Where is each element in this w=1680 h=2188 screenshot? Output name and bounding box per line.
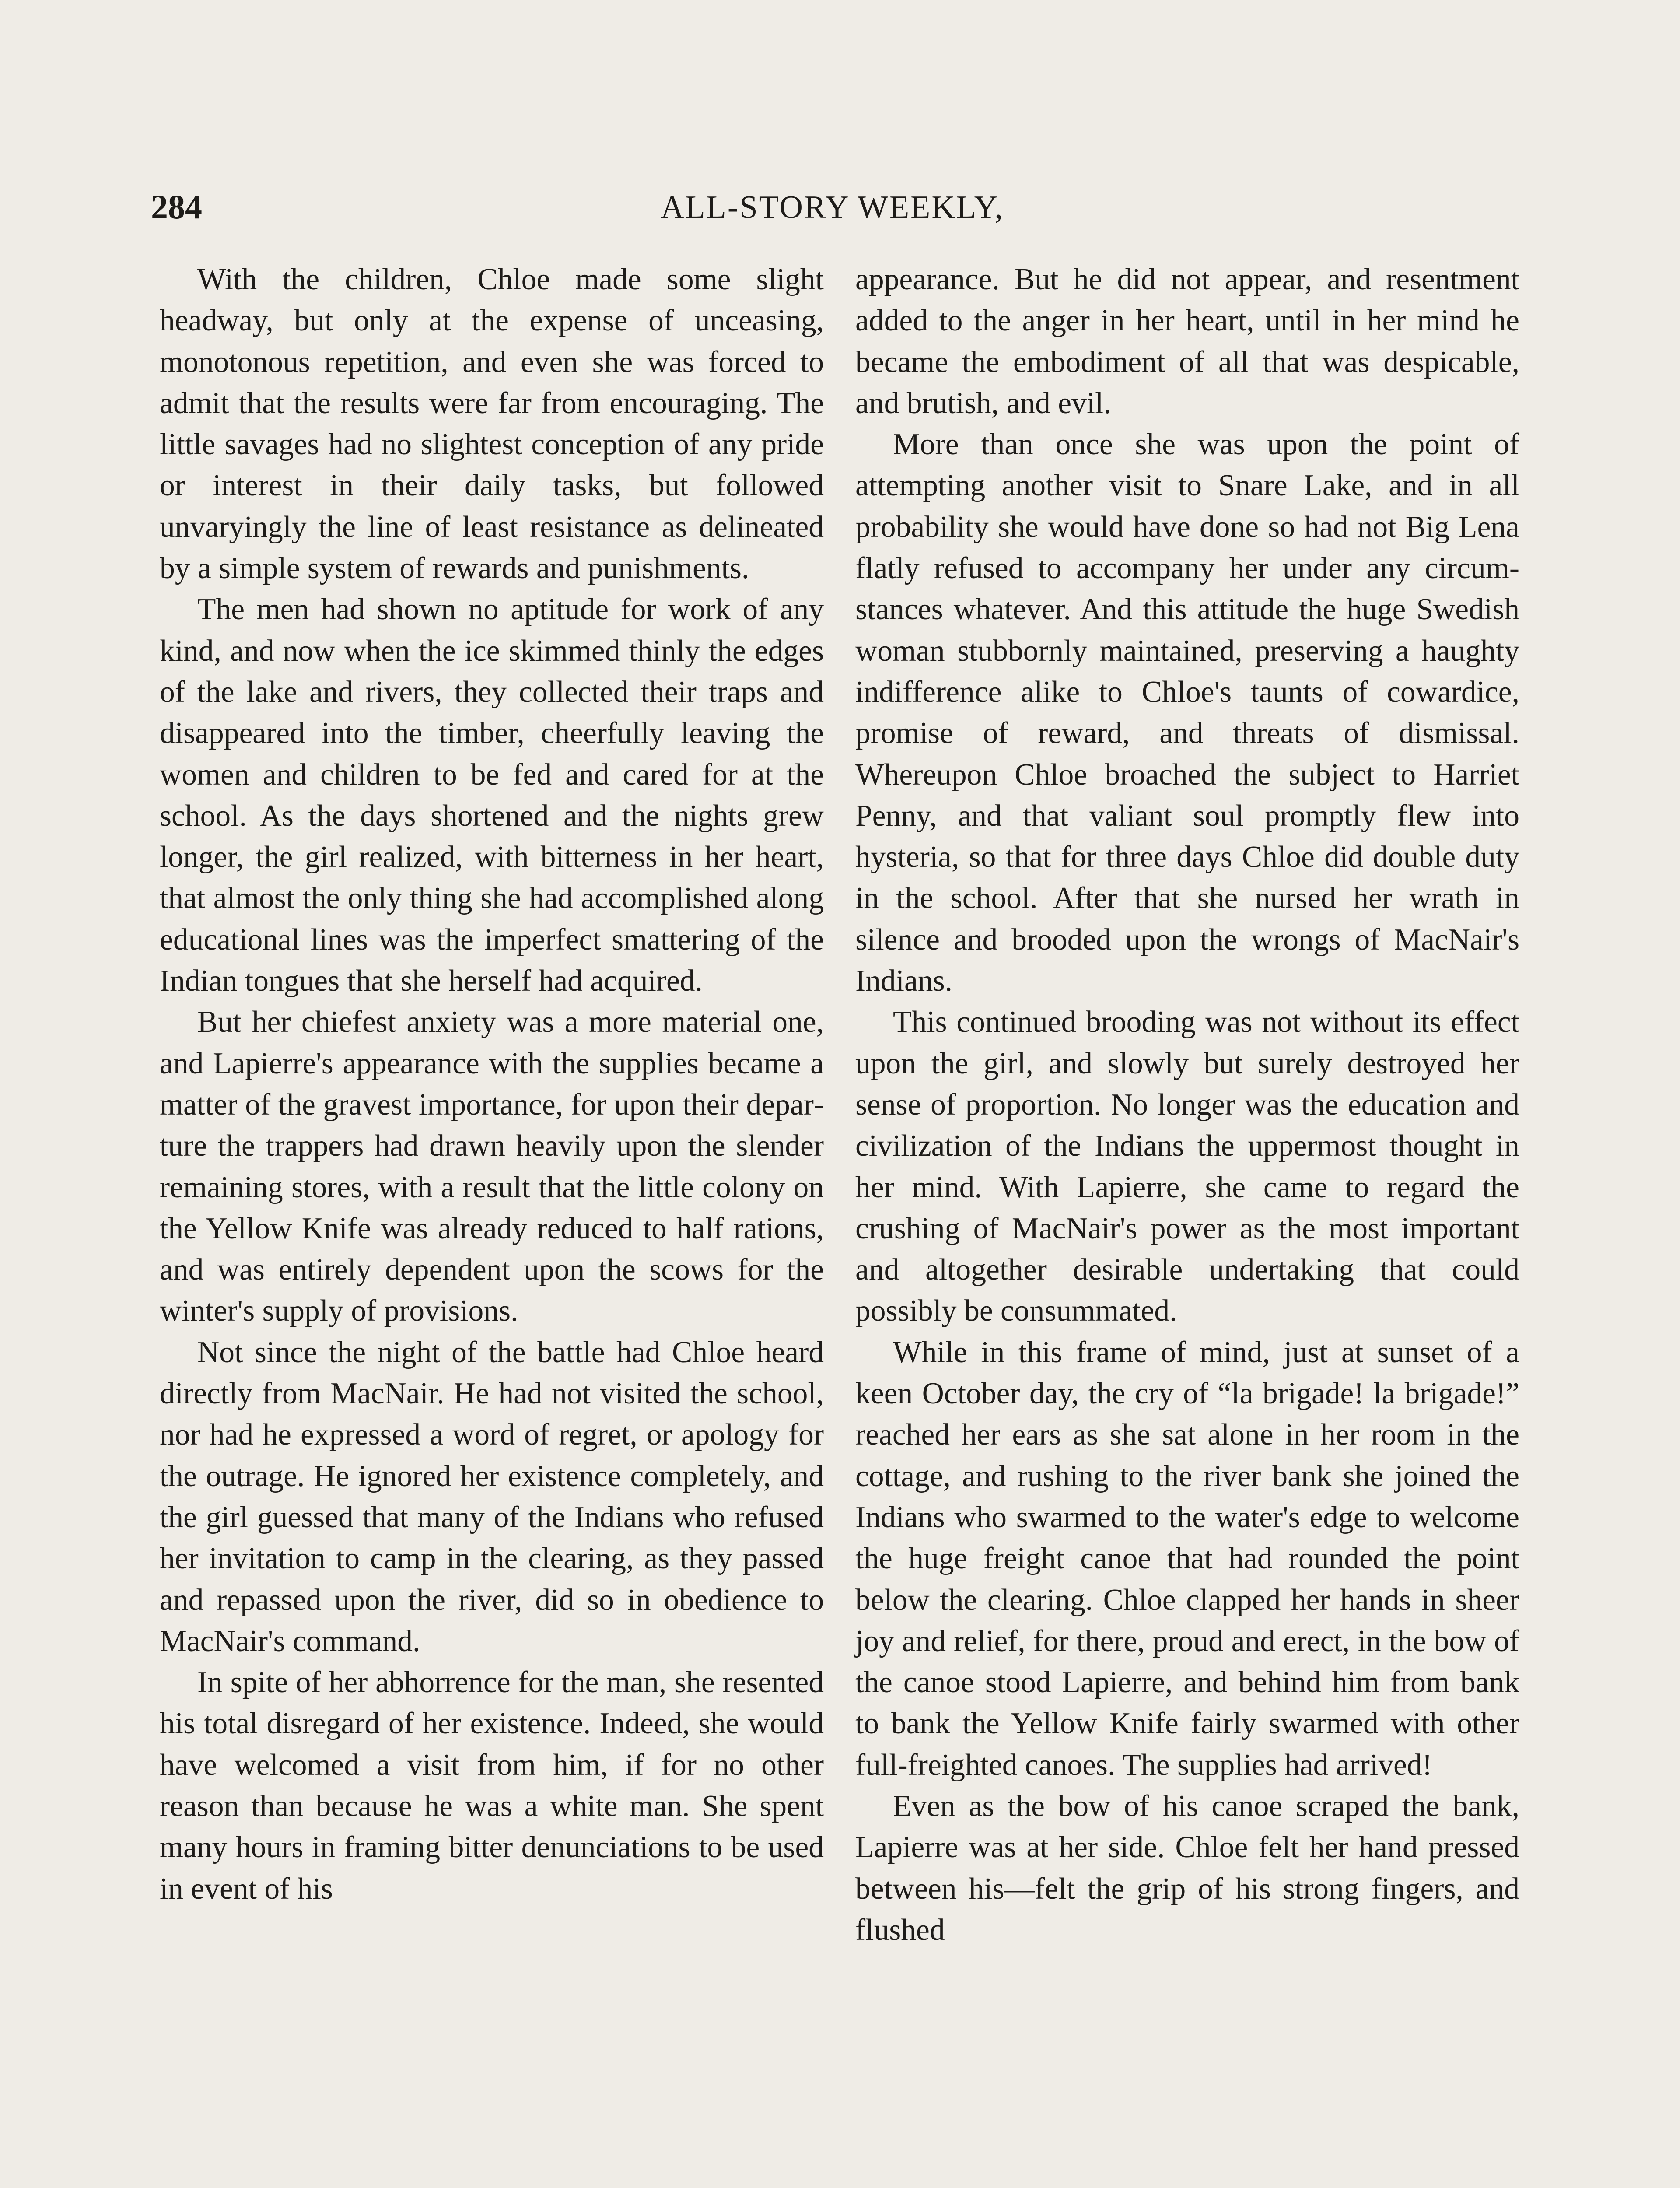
paragraph: Not since the night of the battle had Chloe heard directly from MacNair. He had not visited the school, nor had he expressed a word of regret, or apology for the outrage. He ignored her existence completely, and the girl guessed that many of the Indians who refused her invitation to camp in the clearing, as they passed and repassed upon the river, did so in obedience to MacNair's command. xyxy=(160,1335,824,1658)
paragraph: This continued brooding was not without its effect upon the girl, and slowly but surely destroyed her sense of proportion. No longer was the education and civilization of the Indians the uppermost thought in her mind. With Lapierre, she came to regard the crushing of MacNair's power as the most important and altogether desirable undertaking that could possibly be consummated. xyxy=(855,1005,1519,1328)
text-column-left xyxy=(160,259,824,1910)
text-column-right xyxy=(855,259,1519,1951)
paragraph: While in this frame of mind, just at sunset of a keen October day, the cry of “la brigade! la brigade!” reached her ears as she sat alone in her room in the cottage, and rushing to the river bank she joined the Indians who swarmed to the water's edge to welcome the huge freight canoe that had rounded the point below the clearing. Chloe clapped her hands in sheer joy and relief, for there, proud and erect, in the bow of the canoe stood Lapierre, and behind him from bank to bank the Yellow Knife fairly swarmed with other full-freighted canoes. The supplies had arrived! xyxy=(855,1335,1519,1782)
paragraph: But her chiefest anxiety was a more material one, and Lapierre's appearance with the supplies became a matter of the gravest importance, for upon their departure the trappers had drawn heavily upon the slender remaining stores, with a result that the little colony on the Yellow Knife was already reduced to half rations, and was entirely dependent upon the scows for the winter's supply of provisions. xyxy=(160,1005,824,1328)
paragraph: Even as the bow of his canoe scraped the bank, Lapierre was at her side. Chloe felt her hand pressed between his—felt the grip of his strong fingers, and flushed xyxy=(855,1789,1519,1947)
page-header xyxy=(151,187,1514,235)
paragraph: More than once she was upon the point of attempting another visit to Snare Lake, and in all probability she would have done so had not Big Lena flatly refused to accompany her under any circumstances whatever. And this attitude the huge Swedish woman stubbornly maintained, preserving a haughty indifference alike to Chloe's taunts of cowardice, promise of reward, and threats of dismissal. Whereupon Chloe broached the subject to Harriet Penny, and that valiant soul promptly flew into hysteria, so that for three days Chloe did double duty in the school. After that she nursed her wrath in silence and brooded upon the wrongs of MacNair's Indians. xyxy=(855,428,1519,998)
running-head: ALL-STORY WEEKLY, xyxy=(661,189,1004,225)
paragraph-continued: appearance. But he did not appear, and resentment added to the anger in her heart, until in her mind he became the embodiment of all that was despicable, and brutish, and evil. xyxy=(855,263,1519,420)
paragraph: The men had shown no aptitude for work of any kind, and now when the ice skimmed thinly the edges of the lake and rivers, they collected their traps and disappeared into the timber, cheerfully leaving the women and children to be fed and cared for at the school. As the days shortened and the nights grew longer, the girl realized, with bitterness in her heart, that almost the only thing she had accomplished along educational lines was the imperfect smattering of the Indian tongues that she herself had acquired. xyxy=(160,593,824,998)
paragraph: In spite of her abhorrence for the man, she resented his total disregard of her existence. Indeed, she would have welcomed a visit from him, if for no other reason than because he was a white man. She spent many hours in framing bitter denunciations to be used in event of his xyxy=(160,1666,824,1906)
paragraph: With the children, Chloe made some slight headway, but only at the expense of unceasing, monotonous repetition, and even she was forced to admit that the results were far from encouraging. The little savages had no slightest conception of any pride or interest in their daily tasks, but followed unvaryingly the line of least resistance as delineated by a simple system of rewards and punishments. xyxy=(160,263,824,586)
page-number: 284 xyxy=(151,188,202,226)
